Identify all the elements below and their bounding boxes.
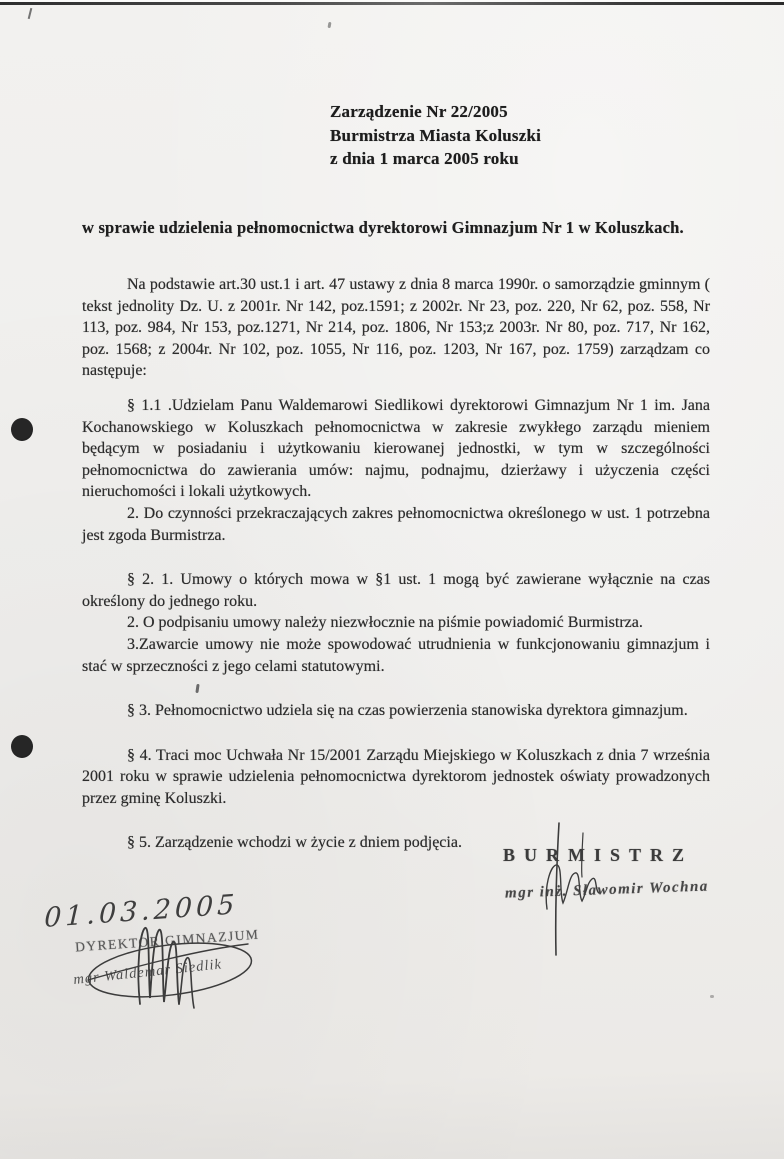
subject-line: w sprawie udzielenia pełnomocnictwa dyrektorowi Gimnazjum Nr 1 w Koluszkach. bbox=[82, 218, 684, 237]
title-line-issuer: Burmistrza Miasta Koluszki bbox=[330, 125, 542, 145]
document-title-block bbox=[330, 100, 541, 171]
director-stamp-name: mgr Waldemar Siedlik bbox=[72, 956, 223, 988]
hole-punch-top bbox=[11, 418, 33, 441]
section-1-paragraph-2: 2. Do czynności przekraczających zakres pełnomocnictwa określonego w ust. 1 potrzebna jest zgoda Burmistrza. bbox=[82, 504, 710, 544]
document-body bbox=[82, 274, 710, 854]
section-3-paragraph-1: § 3. Pełnomocnictwo udziela się na czas powierzenia stanowiska dyrektora gimnazjum. bbox=[127, 702, 688, 720]
hole-punch-bottom bbox=[11, 735, 33, 758]
section-4-paragraph-1: § 4. Traci moc Uchwała Nr 15/2001 Zarządu Miejskiego w Koluszkach z dnia 7 września 2001 roku w sprawie udzielenia pełnomocnictwa dyrektorom jednostek oświaty prowadzonych przez gminę Koluszki. bbox=[82, 746, 710, 807]
section-2-paragraph-3: 3.Zawarcie umowy nie może spowodować utrudnienia w funkcjonowaniu gimnazjum i stać w sprzeczności z jego celami statutowymi. bbox=[82, 635, 710, 675]
title-line-date: z dnia 1 marca 2005 roku bbox=[330, 149, 519, 168]
stray-pen-mark-top-left bbox=[28, 8, 33, 19]
handwritten-date: 01.03.2005 bbox=[43, 889, 239, 934]
stray-fleck-bottom-right bbox=[710, 995, 714, 998]
scan-edge-line bbox=[0, 2, 784, 5]
director-stamp-title: DYREKTOR GIMNAZJUM bbox=[74, 926, 260, 955]
director-handwritten-signature bbox=[78, 918, 258, 1018]
mayor-handwritten-signature bbox=[525, 813, 635, 963]
stray-speck-top bbox=[328, 22, 332, 28]
preamble-paragraph: Na podstawie art.30 ust.1 i art. 47 ustawy z dnia 8 marca 1990r. o samorządzie gminnym ( tekst jednolity Dz. U. z 2001r. Nr 142, poz.1591; z 2002r. Nr 23, poz. 220, Nr 62, poz. 558, Nr 113, poz. 984, Nr 153, poz.1271, Nr 214, poz. 1806, Nr 153;z 2003r. Nr 80, poz. 717, Nr 162, poz. 1568; z 2004r. Nr 102, poz. 1055, Nr 116, poz. 1203, Nr 167, poz. 1759) zarządzam co następuje: bbox=[82, 276, 710, 380]
mayor-name-stamp: mgr inż. Sławomir Wochna bbox=[504, 878, 710, 902]
mayor-title-stamp: BURMISTRZ bbox=[503, 845, 694, 865]
section-1-paragraph-1: § 1.1 .Udzielam Panu Waldemarowi Siedlikowi dyrektorowi Gimnazjum Nr 1 im. Jana Kochanowskiego w Koluszkach pełnomocnictwa w zakresie zwykłego zarządu mieniem będącym w posiadaniu i użytkowaniu kierowanej jednostki, w tym w szczególności pełnomocnictwa do zawierania umów: najmu, podnajmu, dzierżawy i użyczenia części nieruchomości i lokali użytkowych. bbox=[82, 396, 710, 501]
title-line-ordinance-number: Zarządzenie Nr 22/2005 bbox=[330, 102, 508, 121]
section-2-paragraph-1: § 2. 1. Umowy o których mowa w §1 ust. 1 mogą być zawierane wyłącznie na czas określony do jednego roku. bbox=[82, 571, 710, 610]
section-2-paragraph-2: 2. O podpisaniu umowy należy niezwłocznie na piśmie powiadomić Burmistrza. bbox=[127, 614, 643, 632]
section-5-paragraph-1: § 5. Zarządzenie wchodzi w życie z dniem podjęcia. bbox=[127, 834, 462, 852]
